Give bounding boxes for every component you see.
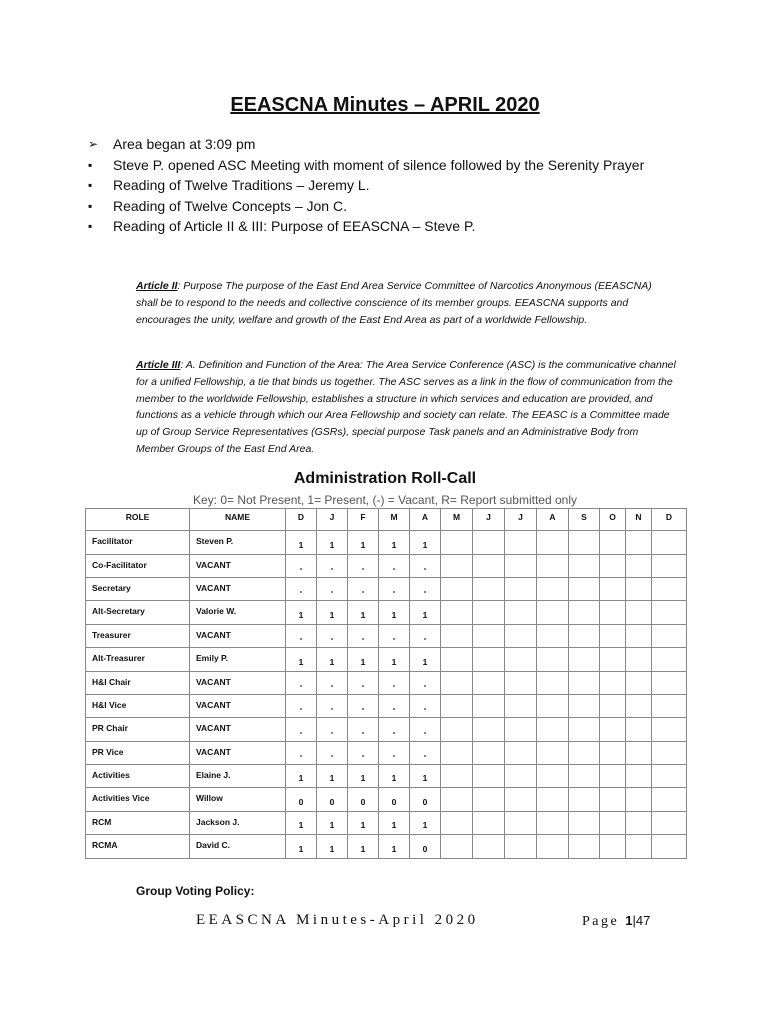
attendance-cell: [569, 695, 600, 718]
attendance-cell: -: [379, 718, 410, 742]
attendance-cell: 1: [286, 601, 317, 625]
square-bullet-icon: ▪: [88, 157, 93, 172]
list-item: [88, 155, 708, 176]
attendance-cell: -: [348, 672, 379, 695]
column-header-month: F: [348, 509, 379, 531]
attendance-cell: [600, 788, 626, 812]
attendance-cell: [473, 765, 505, 788]
table-row: [86, 555, 687, 578]
attendance-cell: [569, 718, 600, 742]
rollcall-table: [85, 508, 687, 859]
attendance-cell: [652, 601, 687, 625]
attendance-cell: [652, 835, 687, 859]
attendance-cell: -: [379, 625, 410, 648]
attendance-cell: [505, 672, 537, 695]
attendance-cell: 1: [317, 812, 348, 835]
attendance-cell: [569, 531, 600, 555]
attendance-cell: 1: [348, 531, 379, 555]
attendance-cell: -: [379, 695, 410, 718]
attendance-cell: [626, 531, 652, 555]
attendance-cell: [569, 601, 600, 625]
attendance-cell: 1: [379, 765, 410, 788]
attendance-cell: 1: [317, 601, 348, 625]
column-header-month: J: [317, 509, 348, 531]
list-item: [88, 175, 708, 196]
attendance-cell: [441, 788, 473, 812]
column-header-month: D: [286, 509, 317, 531]
attendance-cell: 1: [286, 812, 317, 835]
attendance-cell: [652, 742, 687, 765]
attendance-cell: [537, 625, 569, 648]
attendance-cell: [473, 718, 505, 742]
rollcall-key: Key: 0= Not Present, 1= Present, (-) = Vacant, R= Report submitted only: [193, 493, 577, 507]
attendance-cell: -: [317, 625, 348, 648]
role-cell: Facilitator: [86, 531, 190, 555]
attendance-cell: 1: [348, 648, 379, 672]
attendance-cell: [473, 531, 505, 555]
attendance-cell: -: [410, 672, 441, 695]
attendance-cell: -: [348, 555, 379, 578]
column-header-name: NAME: [190, 509, 286, 531]
attendance-cell: -: [286, 695, 317, 718]
column-header-month: M: [441, 509, 473, 531]
attendance-cell: [626, 601, 652, 625]
attendance-cell: -: [317, 742, 348, 765]
square-bullet-icon: ▪: [88, 178, 93, 192]
attendance-cell: [441, 672, 473, 695]
attendance-cell: [473, 835, 505, 859]
attendance-cell: 1: [379, 601, 410, 625]
attendance-cell: -: [348, 742, 379, 765]
role-cell: Activities: [86, 765, 190, 788]
attendance-cell: [473, 812, 505, 835]
attendance-cell: [600, 648, 626, 672]
attendance-cell: 1: [317, 531, 348, 555]
attendance-cell: 1: [348, 835, 379, 859]
article-iii-paragraph: [136, 357, 676, 458]
attendance-cell: [505, 578, 537, 601]
name-cell: David C.: [190, 835, 286, 859]
attendance-cell: [505, 718, 537, 742]
attendance-cell: [441, 742, 473, 765]
page-current: 1: [625, 913, 633, 928]
column-header-month: J: [505, 509, 537, 531]
attendance-cell: [505, 742, 537, 765]
name-cell: VACANT: [190, 672, 286, 695]
attendance-cell: -: [410, 625, 441, 648]
attendance-cell: [652, 648, 687, 672]
article-ii-text: : Purpose The purpose of the East End Area Service Committee of Narcotics Anonymous (EEASCNA) shall be to respond to the needs and collective conscience of its member groups. EEASCNA supports and encourages the unity, welfare and growth of the East End Area as part of a worldwide Fellowship.: [136, 280, 652, 326]
name-cell: VACANT: [190, 695, 286, 718]
role-cell: PR Vice: [86, 742, 190, 765]
table-row: [86, 672, 687, 695]
page-label: Page: [582, 914, 620, 929]
article-iii-text: : A. Definition and Function of the Area: The Area Service Conference (ASC) is the communicative channel for a unified Fellowship, a tie that binds us together. The ASC serves as a link in the flow of communication from the member to the worldwide Fellowship, establishes a structure in which services and education are provided, and functions as a vehicle through which our Area Fellowship and society can relate. The EEASC is a Committee made up of Group Service Representatives (GSRs), special purpose Task panels and an Administrative Body from Member Groups of the East End Area.: [136, 359, 676, 455]
attendance-cell: [537, 718, 569, 742]
role-cell: Treasurer: [86, 625, 190, 648]
attendance-cell: -: [348, 695, 379, 718]
table-row: [86, 835, 687, 859]
list-item: [88, 196, 708, 217]
attendance-cell: -: [348, 625, 379, 648]
role-cell: RCMA: [86, 835, 190, 859]
attendance-cell: [505, 601, 537, 625]
attendance-cell: 0: [410, 835, 441, 859]
list-item-text: Steve P. opened ASC Meeting with moment of silence followed by the Serenity Prayer: [113, 156, 645, 173]
role-cell: Secretary: [86, 578, 190, 601]
attendance-cell: [505, 788, 537, 812]
column-header-month: A: [410, 509, 441, 531]
arrow-bullet-icon: ➢: [88, 137, 99, 151]
attendance-cell: [626, 695, 652, 718]
table-row: [86, 718, 687, 742]
attendance-cell: 1: [379, 648, 410, 672]
table-row: [86, 812, 687, 835]
attendance-cell: [505, 812, 537, 835]
attendance-cell: [441, 531, 473, 555]
attendance-cell: [626, 625, 652, 648]
attendance-cell: 1: [286, 835, 317, 859]
attendance-cell: -: [410, 695, 441, 718]
attendance-cell: [441, 695, 473, 718]
attendance-cell: [626, 742, 652, 765]
group-voting-heading: Group Voting Policy:: [136, 884, 255, 898]
attendance-cell: -: [379, 672, 410, 695]
attendance-cell: -: [317, 672, 348, 695]
attendance-cell: [600, 531, 626, 555]
column-header-month: O: [600, 509, 626, 531]
footer-document-title: EEASCNA Minutes-April 2020: [196, 912, 479, 928]
attendance-cell: 0: [379, 788, 410, 812]
column-header-month: M: [379, 509, 410, 531]
list-item-text: Reading of Twelve Concepts – Jon C.: [113, 197, 347, 214]
attendance-cell: -: [286, 555, 317, 578]
attendance-cell: [441, 578, 473, 601]
attendance-cell: [626, 765, 652, 788]
attendance-cell: [569, 555, 600, 578]
attendance-cell: -: [410, 578, 441, 601]
attendance-cell: [652, 625, 687, 648]
attendance-cell: [473, 578, 505, 601]
attendance-cell: [626, 718, 652, 742]
attendance-cell: 1: [317, 648, 348, 672]
attendance-cell: -: [348, 718, 379, 742]
attendance-cell: [473, 788, 505, 812]
attendance-cell: [505, 835, 537, 859]
attendance-cell: [600, 672, 626, 695]
name-cell: Elaine J.: [190, 765, 286, 788]
attendance-cell: 1: [348, 812, 379, 835]
attendance-cell: [600, 578, 626, 601]
name-cell: Emily P.: [190, 648, 286, 672]
attendance-cell: [473, 648, 505, 672]
attendance-cell: [473, 742, 505, 765]
table-row: [86, 625, 687, 648]
column-header-month: D: [652, 509, 687, 531]
attendance-cell: 1: [348, 601, 379, 625]
table-row: [86, 695, 687, 718]
role-cell: Activities Vice: [86, 788, 190, 812]
attendance-cell: [626, 578, 652, 601]
table-row: [86, 578, 687, 601]
attendance-cell: [537, 578, 569, 601]
role-cell: Co-Facilitator: [86, 555, 190, 578]
attendance-cell: 1: [379, 835, 410, 859]
attendance-cell: [652, 812, 687, 835]
attendance-cell: [600, 625, 626, 648]
attendance-cell: [505, 695, 537, 718]
attendance-cell: [473, 601, 505, 625]
attendance-cell: [441, 625, 473, 648]
attendance-cell: [600, 742, 626, 765]
table-row: [86, 601, 687, 625]
name-cell: Steven P.: [190, 531, 286, 555]
attendance-cell: [537, 788, 569, 812]
attendance-cell: [441, 555, 473, 578]
list-item-text: Reading of Twelve Traditions – Jeremy L.: [113, 177, 370, 193]
attendance-cell: [569, 765, 600, 788]
role-cell: H&I Chair: [86, 672, 190, 695]
attendance-cell: -: [317, 695, 348, 718]
square-bullet-icon: ▪: [88, 198, 93, 213]
name-cell: VACANT: [190, 555, 286, 578]
attendance-cell: [652, 718, 687, 742]
column-header-role: ROLE: [86, 509, 190, 531]
table-row: [86, 531, 687, 555]
attendance-cell: 1: [286, 531, 317, 555]
attendance-cell: -: [379, 578, 410, 601]
attendance-cell: [441, 601, 473, 625]
attendance-cell: [505, 531, 537, 555]
attendance-cell: 1: [379, 812, 410, 835]
article-ii-paragraph: [136, 278, 676, 328]
attendance-cell: -: [348, 578, 379, 601]
attendance-cell: [652, 765, 687, 788]
footer-page-number: [582, 913, 650, 930]
name-cell: Willow: [190, 788, 286, 812]
attendance-cell: [652, 578, 687, 601]
attendance-cell: [600, 765, 626, 788]
attendance-cell: [441, 835, 473, 859]
name-cell: Valorie W.: [190, 601, 286, 625]
attendance-cell: [537, 812, 569, 835]
attendance-cell: -: [379, 555, 410, 578]
attendance-cell: [569, 812, 600, 835]
attendance-cell: [626, 788, 652, 812]
attendance-cell: -: [410, 742, 441, 765]
table-row: [86, 648, 687, 672]
attendance-cell: [600, 695, 626, 718]
table-row: [86, 742, 687, 765]
attendance-cell: [600, 812, 626, 835]
list-item: [88, 134, 708, 155]
attendance-cell: [652, 555, 687, 578]
agenda-list: [88, 134, 708, 237]
attendance-cell: [569, 835, 600, 859]
attendance-cell: 1: [348, 765, 379, 788]
attendance-cell: [652, 531, 687, 555]
name-cell: VACANT: [190, 625, 286, 648]
attendance-cell: 0: [317, 788, 348, 812]
attendance-cell: [505, 555, 537, 578]
attendance-cell: 0: [348, 788, 379, 812]
article-iii-heading: Article III: [136, 359, 181, 371]
attendance-cell: 1: [286, 648, 317, 672]
attendance-cell: [537, 835, 569, 859]
attendance-cell: [441, 765, 473, 788]
attendance-cell: 1: [410, 601, 441, 625]
attendance-cell: [569, 672, 600, 695]
list-item: [88, 216, 708, 237]
attendance-cell: 0: [410, 788, 441, 812]
attendance-cell: [473, 555, 505, 578]
attendance-cell: 1: [317, 835, 348, 859]
attendance-cell: -: [317, 578, 348, 601]
attendance-cell: [600, 718, 626, 742]
attendance-cell: 1: [410, 531, 441, 555]
attendance-cell: [626, 648, 652, 672]
attendance-cell: [600, 555, 626, 578]
role-cell: Alt-Secretary: [86, 601, 190, 625]
attendance-cell: 1: [379, 531, 410, 555]
article-ii-heading: Article II: [136, 280, 178, 292]
attendance-cell: 1: [410, 812, 441, 835]
attendance-cell: [626, 555, 652, 578]
table-row: [86, 765, 687, 788]
name-cell: VACANT: [190, 742, 286, 765]
attendance-cell: [537, 648, 569, 672]
attendance-cell: [537, 555, 569, 578]
attendance-cell: -: [317, 555, 348, 578]
role-cell: H&I Vice: [86, 695, 190, 718]
role-cell: RCM: [86, 812, 190, 835]
attendance-cell: [537, 695, 569, 718]
table-header-row: [86, 509, 687, 531]
attendance-cell: [652, 672, 687, 695]
table-row: [86, 788, 687, 812]
attendance-cell: [569, 625, 600, 648]
list-item-text: Area began at 3:09 pm: [113, 136, 256, 152]
attendance-cell: -: [286, 625, 317, 648]
attendance-cell: [652, 788, 687, 812]
column-header-month: A: [537, 509, 569, 531]
attendance-cell: [600, 835, 626, 859]
attendance-cell: [505, 648, 537, 672]
attendance-cell: [473, 625, 505, 648]
attendance-cell: [537, 531, 569, 555]
column-header-month: N: [626, 509, 652, 531]
attendance-cell: [505, 625, 537, 648]
column-header-month: J: [473, 509, 505, 531]
attendance-cell: [652, 695, 687, 718]
attendance-cell: -: [379, 742, 410, 765]
attendance-cell: [569, 648, 600, 672]
attendance-cell: [505, 765, 537, 788]
attendance-cell: [473, 695, 505, 718]
attendance-cell: 0: [286, 788, 317, 812]
attendance-cell: [626, 812, 652, 835]
attendance-cell: 1: [410, 648, 441, 672]
attendance-cell: 1: [410, 765, 441, 788]
attendance-cell: [473, 672, 505, 695]
attendance-cell: [537, 601, 569, 625]
column-header-month: S: [569, 509, 600, 531]
attendance-cell: [441, 812, 473, 835]
attendance-cell: -: [286, 578, 317, 601]
attendance-cell: [537, 765, 569, 788]
attendance-cell: [600, 601, 626, 625]
attendance-cell: [626, 672, 652, 695]
attendance-cell: [537, 672, 569, 695]
attendance-cell: [441, 718, 473, 742]
attendance-cell: 1: [286, 765, 317, 788]
attendance-cell: 1: [317, 765, 348, 788]
page-separator: |: [632, 913, 636, 928]
attendance-cell: [537, 742, 569, 765]
attendance-cell: [626, 835, 652, 859]
attendance-cell: [441, 648, 473, 672]
attendance-cell: [569, 788, 600, 812]
role-cell: Alt-Treasurer: [86, 648, 190, 672]
name-cell: VACANT: [190, 718, 286, 742]
attendance-cell: -: [286, 718, 317, 742]
role-cell: PR Chair: [86, 718, 190, 742]
attendance-cell: -: [410, 718, 441, 742]
attendance-cell: -: [286, 672, 317, 695]
name-cell: Jackson J.: [190, 812, 286, 835]
attendance-cell: [569, 742, 600, 765]
attendance-cell: -: [410, 555, 441, 578]
attendance-cell: -: [317, 718, 348, 742]
square-bullet-icon: ▪: [88, 219, 93, 233]
page-total: 47: [635, 913, 651, 928]
name-cell: VACANT: [190, 578, 286, 601]
attendance-cell: [569, 578, 600, 601]
page-title: EEASCNA Minutes – APRIL 2020: [230, 94, 540, 116]
attendance-cell: -: [286, 742, 317, 765]
rollcall-title: Administration Roll-Call: [293, 470, 477, 487]
list-item-text: Reading of Article II & III: Purpose of EEASCNA – Steve P.: [113, 218, 476, 234]
